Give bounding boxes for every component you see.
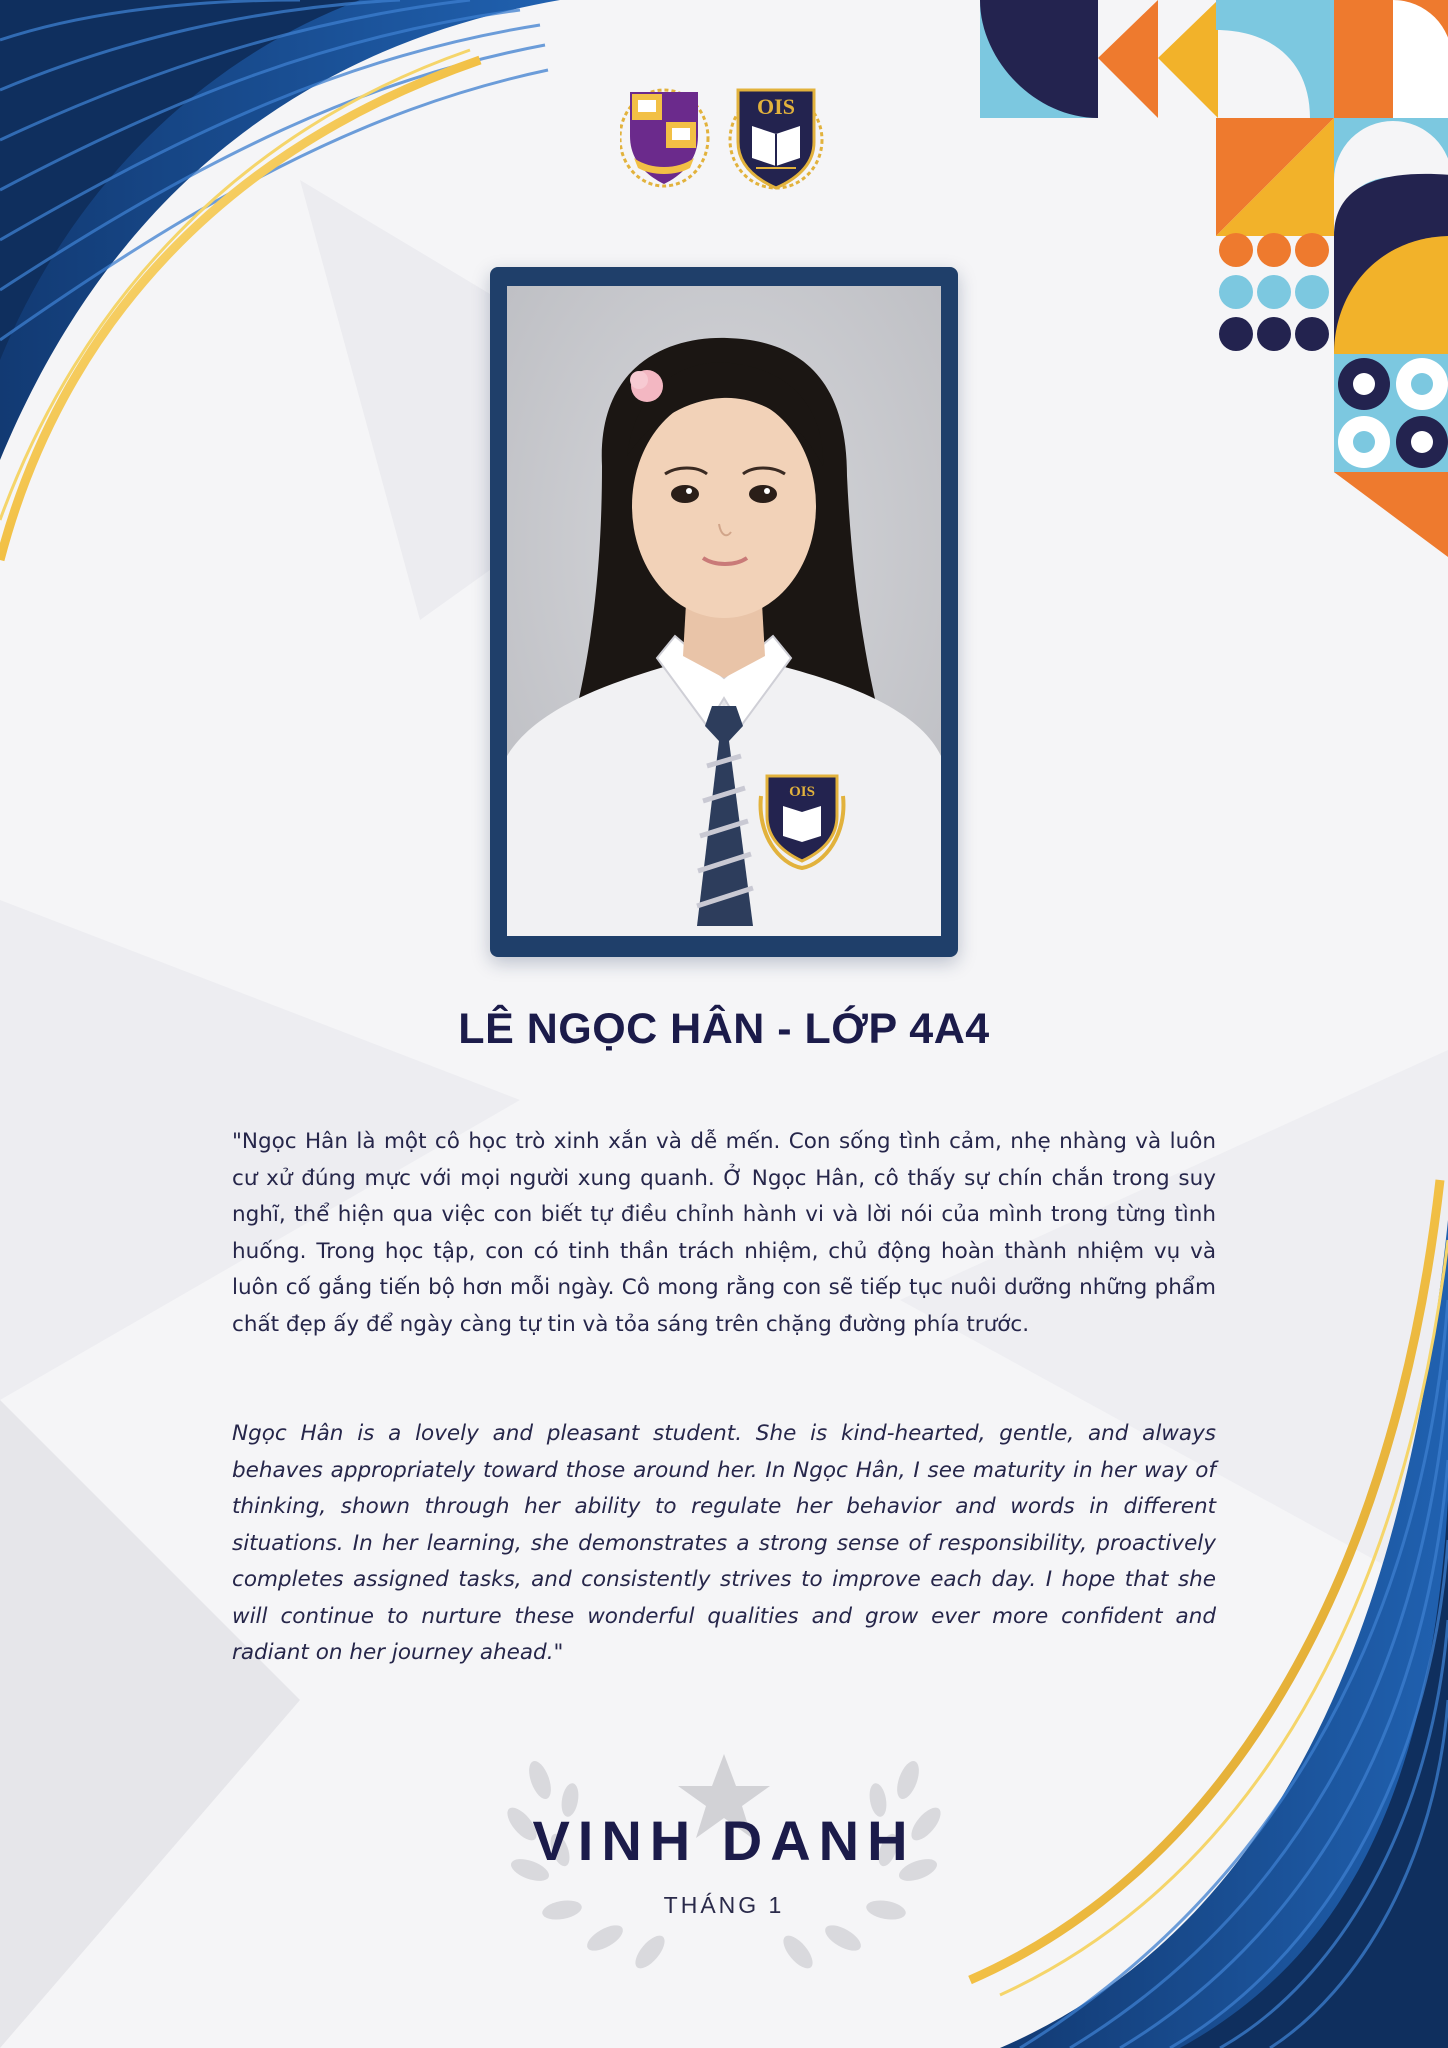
award-title: VINH DANH — [532, 1809, 916, 1872]
school-logos — [620, 86, 830, 190]
award-subtitle: THÁNG 1 — [663, 1892, 785, 1918]
student-portrait — [507, 286, 941, 936]
geometric-pattern — [980, 0, 1448, 560]
comment-vietnamese: "Ngọc Hân là một cô học trò xinh xắn và dễ mến. Con sống tình cảm, nhẹ nhàng và luôn cư xử đúng mực với mọi người xung quanh. Ở Ngọc Hân, cô thấy sự chín chắn trong suy nghĩ, thể hiện qua việc con biết tự điều chỉnh hành vi và lời nói của mình trong từng tình huống. Trong học tập, con có tinh thần trách nhiệm, chủ động hoàn thành nhiệm vụ và luôn cố gắng tiến bộ hơn mỗi ngày. Cô mong rằng con sẽ tiếp tục nuôi dưỡng những phẩm chất đẹp ấy để ngày càng tự tin và tỏa sáng trên chặng đường phía trước. — [232, 1129, 1216, 1337]
award-emblem — [500, 1740, 948, 1970]
student-name-class: LÊ NGỌC HÂN - LỚP 4A4 — [458, 1005, 990, 1053]
olympia-crest-logo — [620, 90, 708, 186]
comment-english: Ngọc Hân is a lovely and pleasant student. She is kind-hearted, gentle, and always behaves appropriately toward those around her. In Ngọc Hân, I see maturity in her way of thinking, shown through her ability to regulate her behavior and words in different situations. In her learning, she demonstrates a strong sense of responsibility, proactively completes assigned tasks, and consistently strives to improve each day. I hope that she will continue to nurture these wonderful qualities and grow ever more confident and radiant on her journey ahead." — [232, 1421, 1216, 1665]
ois-logo-text: OIS — [757, 94, 795, 119]
ois-crest-logo — [730, 90, 822, 188]
badge-text: OIS — [789, 784, 815, 800]
portrait-frame — [490, 267, 958, 957]
